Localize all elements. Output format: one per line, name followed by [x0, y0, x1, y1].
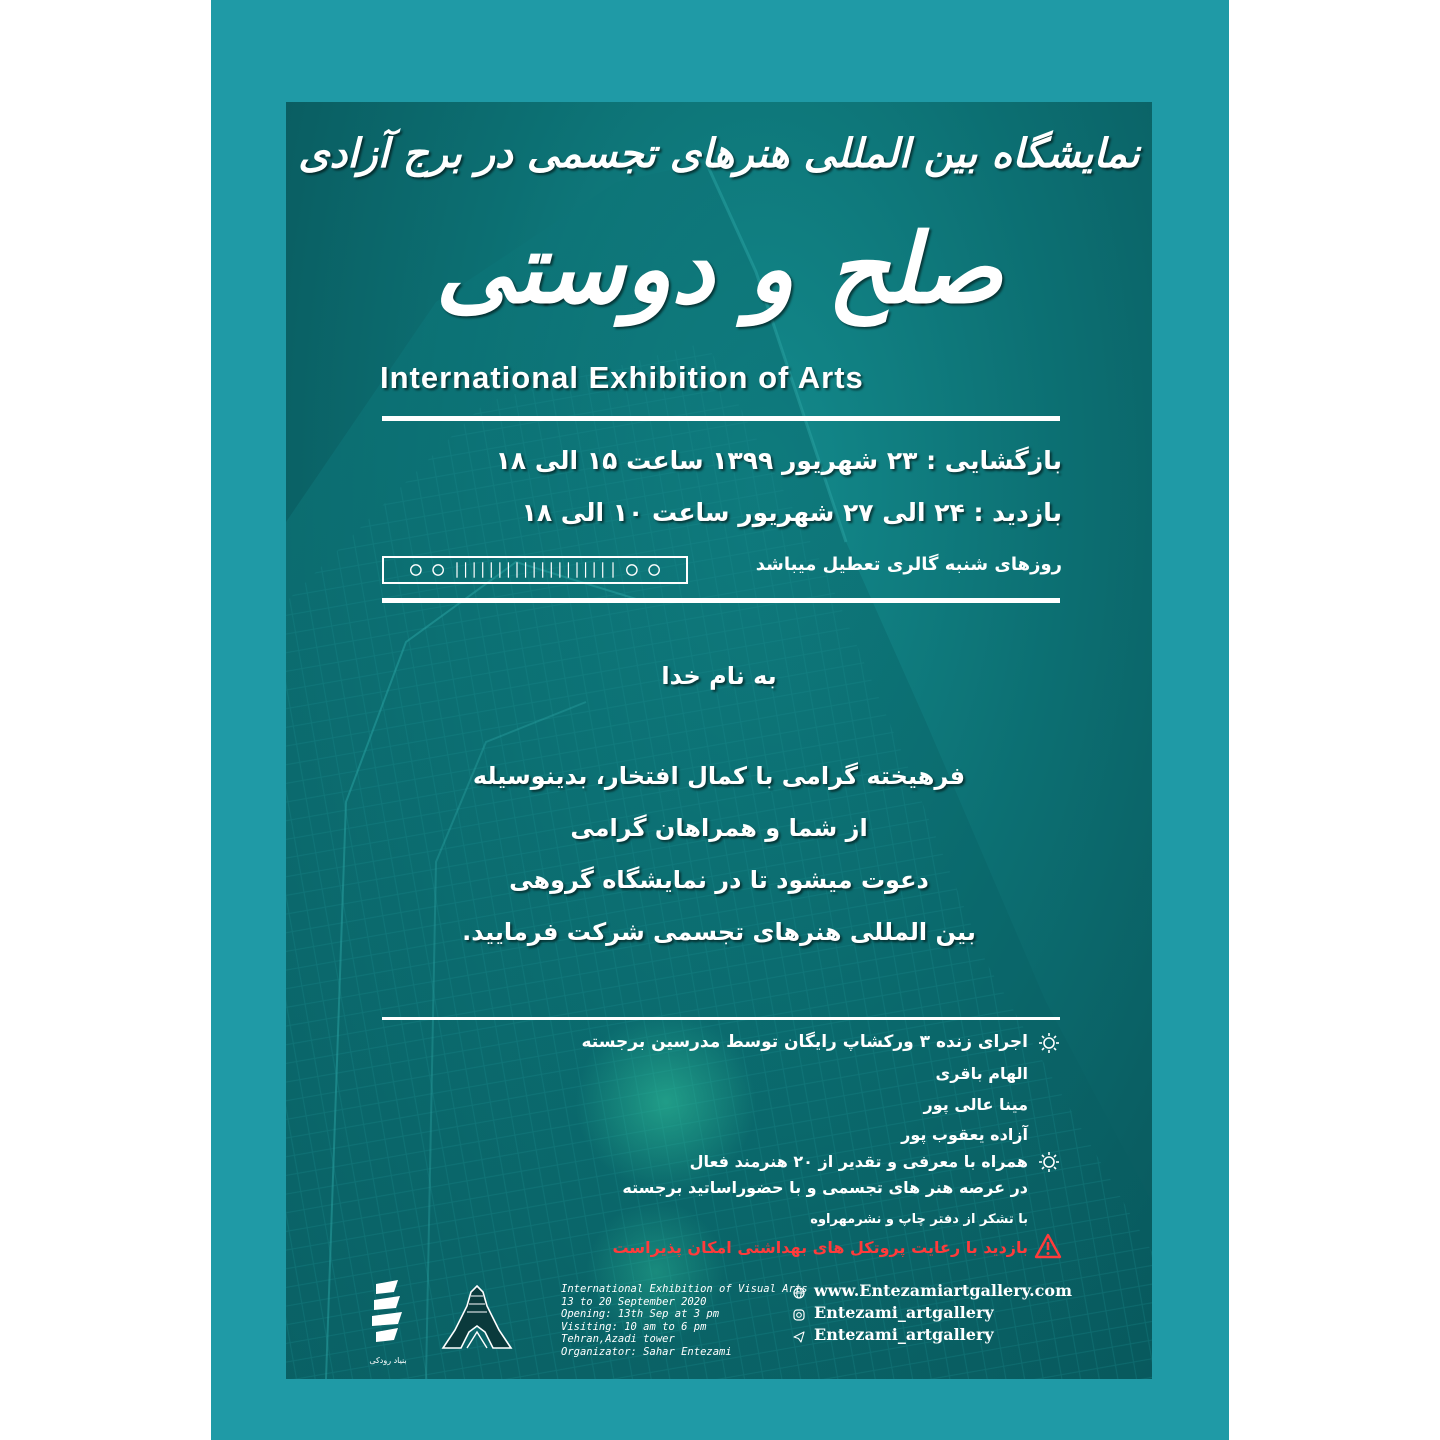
footer-info-line: Visiting: 10 am to 6 pm — [561, 1320, 707, 1333]
teacher-name: آزاده یعقوب پور — [901, 1125, 1028, 1144]
rudaki-logo — [368, 1278, 408, 1368]
instagram-link[interactable]: Entezami_artgallery — [814, 1303, 994, 1322]
visiting-time: بازدید : ۲۴ الی ۲۷ شهریور ساعت ۱۰ الی ۱۸ — [521, 498, 1062, 527]
invitation-text — [286, 750, 1152, 958]
warning-icon — [1034, 1233, 1062, 1259]
opening-time: بازگشایی : ۲۳ شهریور ۱۳۹۹ ساعت ۱۵ الی ۱۸ — [495, 446, 1062, 475]
azadi-tower-logo-icon — [441, 1282, 513, 1354]
workshop-line: اجرای زنده ۳ ورکشاپ رایگان توسط مدرسین برجسته — [581, 1032, 1028, 1052]
teacher-name: الهام باقری — [935, 1064, 1028, 1083]
closed-note: روزهای شنبه گالری تعطیل میباشد — [755, 554, 1062, 575]
thanks-line: با تشکر از دفتر چاپ و نشرمهراوه — [810, 1212, 1028, 1227]
divider-top — [382, 416, 1060, 421]
rudaki-logo-text: بنیاد رودکی — [369, 1356, 407, 1365]
footer-info-line: Organizator: Sahar Entezami — [561, 1345, 732, 1358]
invitation-line: بین المللی هنرهای تجسمی شرکت فرمایید. — [462, 918, 976, 946]
honor-line: در عرصه هنر های تجسمی و با حضوراساتید برجسته — [622, 1178, 1028, 1197]
title-main: صلح و دوستی — [435, 212, 1003, 325]
health-warning: بازدید با رعایت پروتکل های بهداشتی امکان پذیراست — [612, 1238, 1028, 1257]
telegram-link[interactable]: Entezami_artgallery — [814, 1325, 994, 1344]
rudaki-logo-mark-icon — [368, 1278, 408, 1352]
website-link[interactable]: www.Entezamiartgallery.com — [814, 1281, 1073, 1300]
footer-info-line: Tehran,Azadi tower — [561, 1333, 675, 1345]
footer-info-line: Opening: 13th Sep at 3 pm — [561, 1308, 720, 1320]
invocation: به نام خدا — [661, 662, 777, 690]
title-top: نمایشگاه بین المللی هنرهای تجسمی در برج آزادی — [298, 130, 1140, 177]
divider-middle — [382, 598, 1060, 603]
footer-english-info — [561, 1283, 808, 1358]
divider-bottom — [382, 1017, 1060, 1020]
teacher-name: مینا عالی پور — [923, 1095, 1028, 1114]
poster — [286, 102, 1152, 1379]
footer-info-line: 13 to 20 September 2020 — [561, 1295, 707, 1308]
sun-ornament-icon — [1038, 1151, 1060, 1173]
invitation-line: فرهیخته گرامی با کمال افتخار، بدینوسیله — [472, 762, 966, 790]
invitation-line: از شما و همراهان گرامی — [570, 814, 868, 842]
invitation-line: دعوت میشود تا در نمایشگاه گروهی — [509, 866, 929, 894]
ornament-bar — [382, 556, 688, 584]
sun-ornament-icon — [1038, 1032, 1060, 1054]
globe-icon — [793, 1287, 805, 1299]
footer-info-line: International Exhibition of Visual Arts — [561, 1283, 808, 1295]
title-english: International Exhibition of Arts — [380, 360, 864, 395]
honor-line: همراه با معرفی و تقدیر از ۲۰ هنرمند فعال — [689, 1152, 1028, 1171]
instagram-icon — [793, 1309, 805, 1321]
telegram-icon — [793, 1331, 805, 1343]
